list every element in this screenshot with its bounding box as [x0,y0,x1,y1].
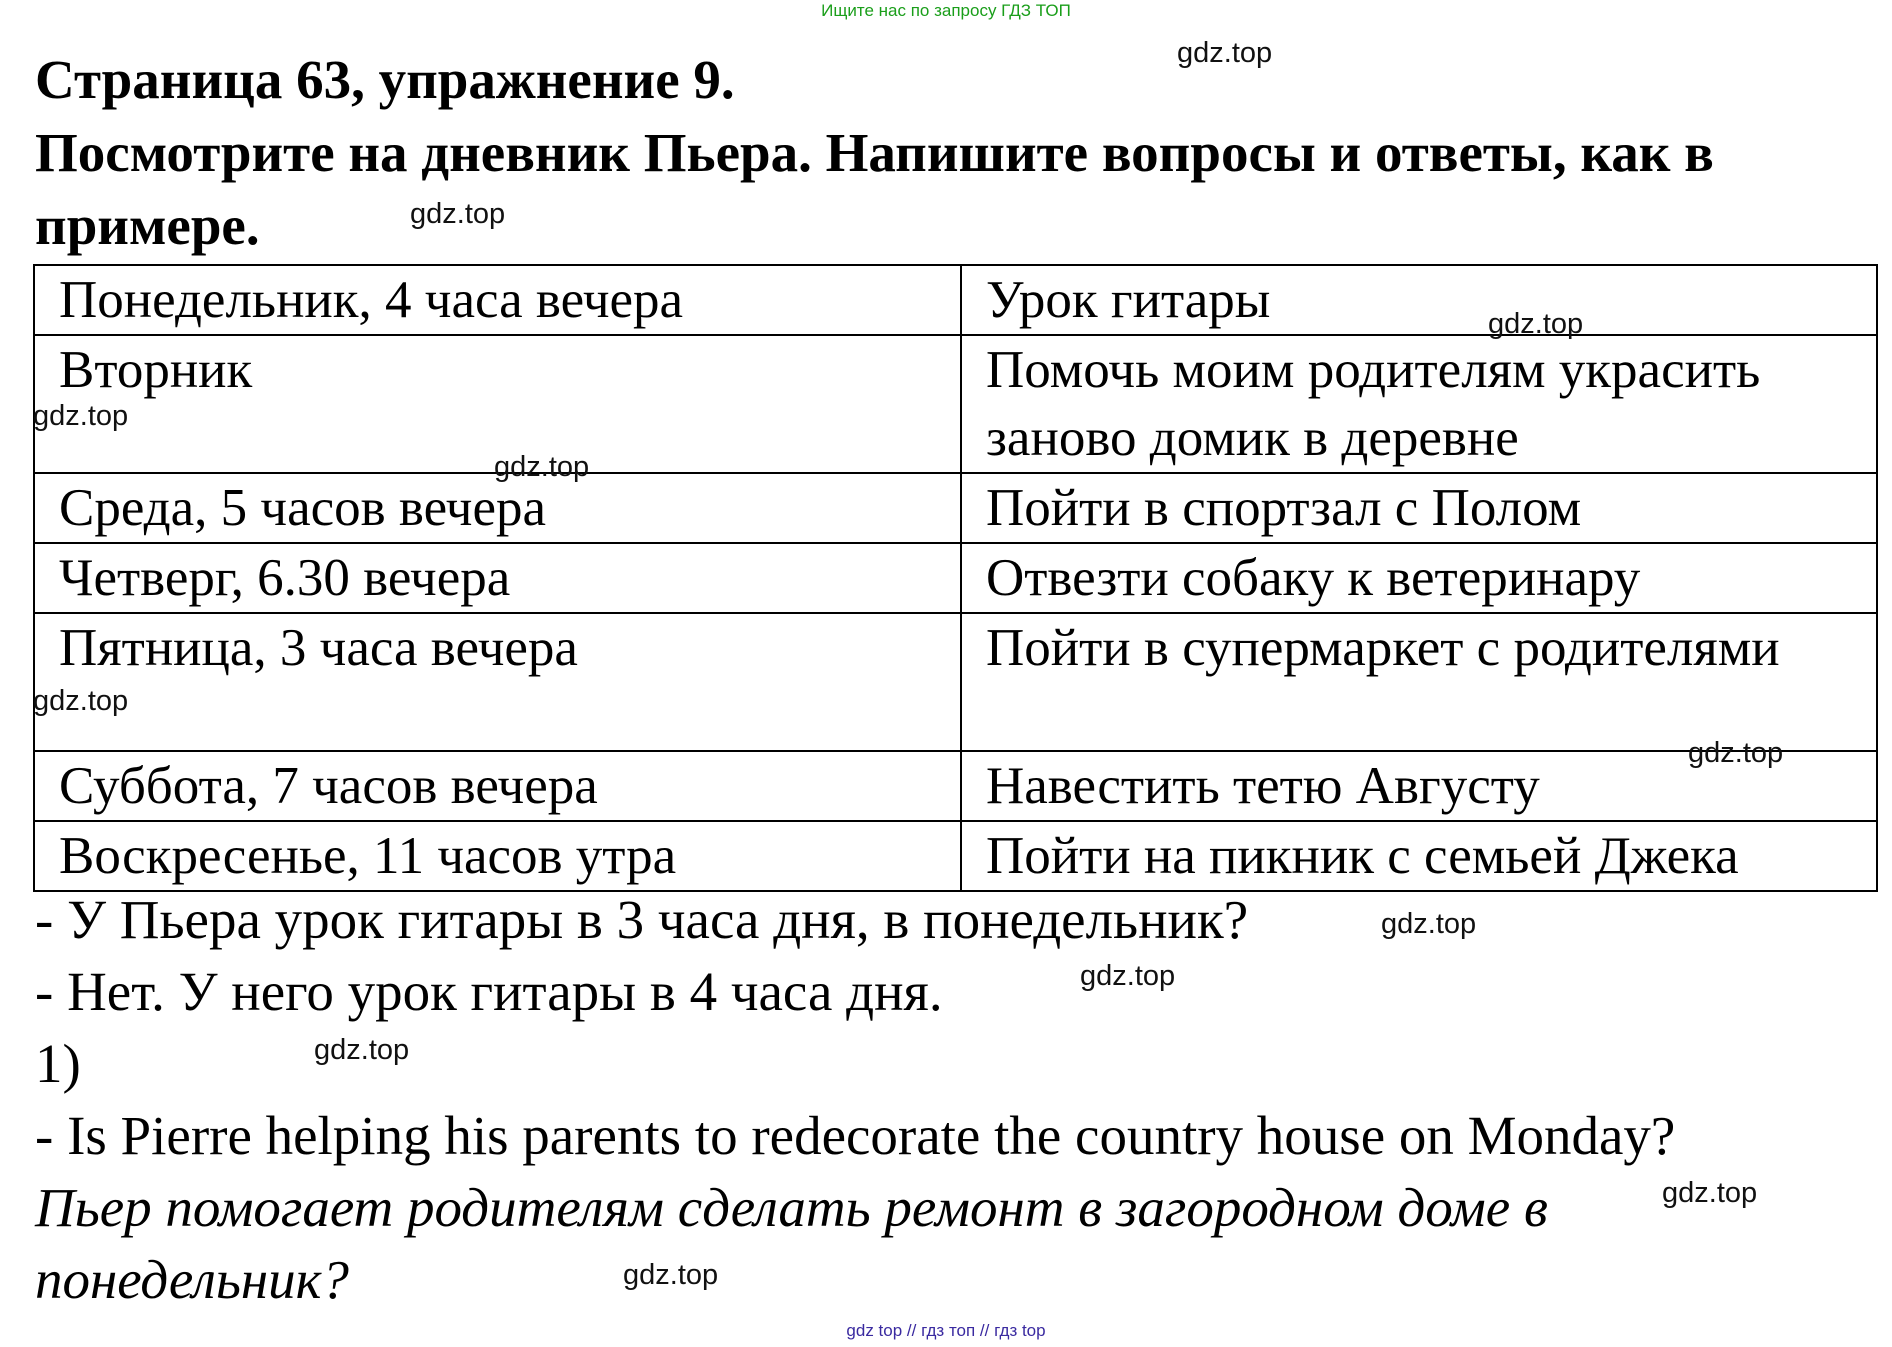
watermark: gdz.top [1488,308,1584,340]
watermark: gdz.top [623,1259,719,1291]
watermark: gdz.top [33,400,129,432]
diary-day: Среда, 5 часов вечера [34,473,961,543]
diary-activity: Пойти в спортзал с Полом [961,473,1877,543]
diary-day: Пятница, 3 часа вечера [34,613,961,751]
diary-day: Понедельник, 4 часа вечера [34,265,961,335]
table-row [34,751,1877,821]
diary-day: Четверг, 6.30 вечера [34,543,961,613]
english-question: - Is Pierre helping his parents to redecorate the country house on Monday? [35,1105,1676,1166]
example-question: - У Пьера урок гитары в 3 часа дня, в понедельник? [35,889,1249,950]
table-row [34,613,1877,751]
item-number: 1) [35,1033,81,1094]
page-title: Страница 63, упражнение 9. [35,49,735,110]
diary-day: Воскресенье, 11 часов утра [34,821,961,891]
watermark: gdz.top [1177,37,1273,69]
diary-activity: Пойти в супермаркет с родителями [961,613,1877,751]
top-banner: Ищите нас по запросу ГДЗ ТОП [821,1,1071,20]
watermark: gdz.top [1688,737,1784,769]
translation-line-2: понедельник? [35,1249,349,1310]
watermark: gdz.top [1381,908,1477,940]
watermark: gdz.top [314,1034,410,1066]
diary-activity: Помочь моим родителям украсить заново домик в деревне [961,335,1877,473]
watermark: gdz.top [410,198,506,230]
watermark: gdz.top [494,451,590,483]
diary-activity: Урок гитары [961,265,1877,335]
diary-day: Вторник [34,335,961,473]
diary-activity: Пойти на пикник с семьей Джека [961,821,1877,891]
footer-links: gdz top // гдз топ // гдз top [846,1321,1046,1340]
translation-line-1: Пьер помогает родителям сделать ремонт в загородном доме в [35,1177,1548,1238]
table-row [34,265,1877,335]
example-answer: - Нет. У него урок гитары в 4 часа дня. [35,961,943,1022]
instruction-line-1: Посмотрите на дневник Пьера. Напишите вопросы и ответы, как в [35,122,1714,183]
table-row [34,335,1877,473]
diary-activity: Отвезти собаку к ветеринару [961,543,1877,613]
table-row [34,543,1877,613]
table-row [34,821,1877,891]
diary-day: Суббота, 7 часов вечера [34,751,961,821]
watermark: gdz.top [33,685,129,717]
watermark: gdz.top [1662,1177,1758,1209]
watermark: gdz.top [1080,960,1176,992]
diary-table [33,264,1878,892]
diary-activity: Навестить тетю Августу [961,751,1877,821]
instruction-line-2: примере. [35,195,260,256]
table-row [34,473,1877,543]
